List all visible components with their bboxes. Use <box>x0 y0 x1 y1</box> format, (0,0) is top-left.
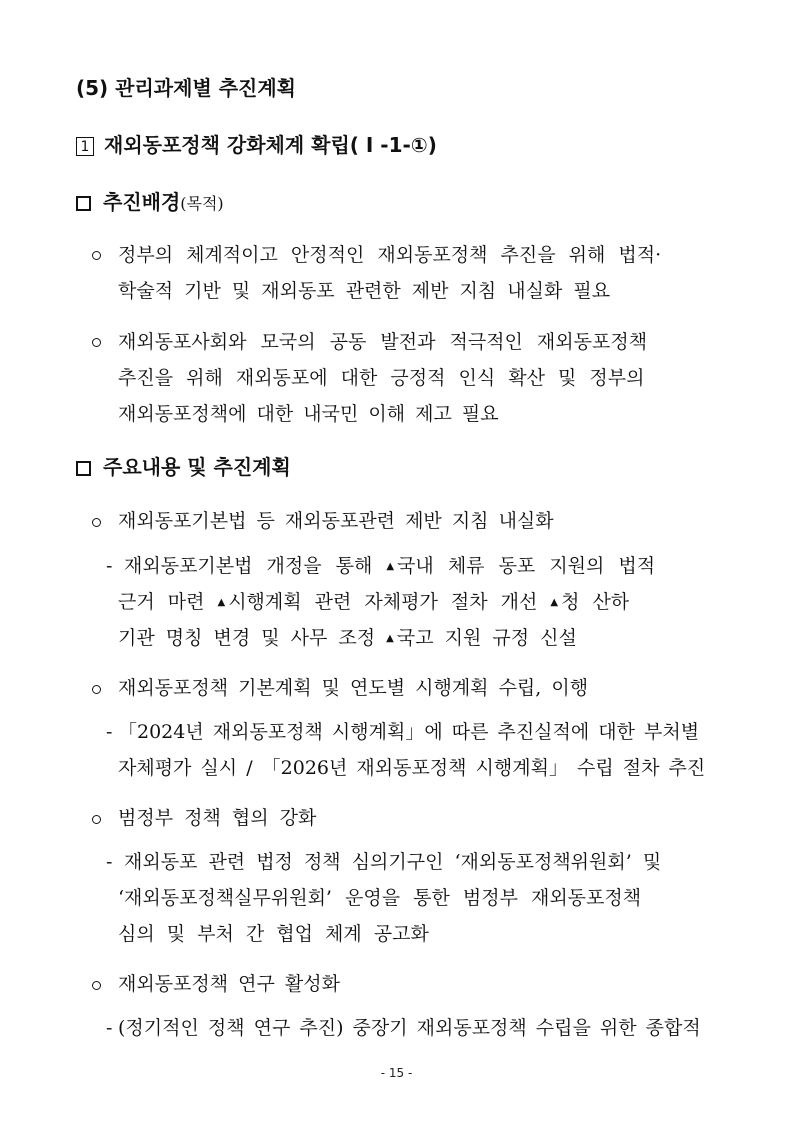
bullet-circle-icon <box>92 331 101 357</box>
triangle-icon: ▲ <box>386 561 395 572</box>
main-item-4-detail-line-1: (정기적인 정책 연구 추진) 중장기 재외동포정책 수립을 위한 종합적 <box>118 1017 701 1039</box>
main-item-1-detail-line-1: 재외동포기본법 개정을 통해 ▲ 국내 체류 동포 지원의 법적 <box>124 555 656 577</box>
triangle-icon: ▲ <box>550 597 559 608</box>
background-item-2-line-1: 재외동포사회와 모국의 공동 발전과 적극적인 재외동포정책 <box>118 331 648 353</box>
background-item-2-line-2: 추진을 위해 재외동포에 대한 긍정적 인식 확산 및 정부의 <box>118 367 645 389</box>
main-heading <box>76 454 291 480</box>
bullet-circle-icon <box>92 511 101 537</box>
dash-bullet: - <box>106 555 113 577</box>
main-item-2-text: 재외동포정책 기본계획 및 연도별 시행계획 수립, 이행 <box>118 677 589 699</box>
background-item-1-line-1: 정부의 체계적이고 안정적인 재외동포정책 추진을 위해 법적· <box>118 244 662 266</box>
main-item-1-detail-line-2: 근거 마련 ▲ 시행계획 관련 자체평가 절차 개선 ▲ 청 산하 <box>118 591 630 613</box>
bullet-circle-icon <box>92 808 101 834</box>
bullet-circle-icon <box>92 678 101 704</box>
section-title: (5) 관리과제별 추진계획 <box>76 76 297 100</box>
task-heading <box>76 132 437 158</box>
background-item-2-line-3: 재외동포정책에 대한 내국민 이해 제고 필요 <box>118 403 499 425</box>
background-heading-sub: (목적) <box>180 194 224 213</box>
triangle-icon: ▲ <box>386 633 394 644</box>
background-heading <box>76 189 224 217</box>
dash-bullet: - <box>106 721 113 743</box>
main-item-3-text: 범정부 정책 협의 강화 <box>118 807 317 829</box>
page-number: - 15 - <box>380 1066 413 1080</box>
task-title: 재외동포정책 강화체계 확립( I -1-①) <box>104 133 437 157</box>
dash-bullet: - <box>106 851 113 873</box>
bullet-circle-icon <box>92 974 101 1000</box>
main-item-4-text: 재외동포정책 연구 활성화 <box>118 973 340 995</box>
main-item-1-text: 재외동포기본법 등 재외동포관련 제반 지침 내실화 <box>118 510 554 532</box>
main-item-3-detail-line-3: 심의 및 부처 간 협업 체계 공고화 <box>118 923 429 945</box>
background-item-1-line-2: 학술적 기반 및 재외동포 관련한 제반 지침 내실화 필요 <box>118 280 611 302</box>
task-number-box-icon: 1 <box>76 137 94 156</box>
main-heading-label: 주요내용 및 추진계획 <box>103 455 291 479</box>
main-item-3-detail-line-1: 재외동포 관련 법정 정책 심의기구인 ‘재외동포정책위원회’ 및 <box>124 851 662 873</box>
checkbox-square-icon <box>76 461 91 476</box>
main-item-2-detail-line-1: 「2024년 재외동포정책 시행계획」에 따른 추진실적에 대한 부처별 <box>118 721 700 743</box>
triangle-icon: ▲ <box>217 597 226 608</box>
dash-bullet: - <box>106 1017 113 1039</box>
background-heading-label: 추진배경 <box>103 190 181 214</box>
bullet-circle-icon <box>92 244 101 270</box>
checkbox-square-icon <box>76 196 91 211</box>
main-item-1-detail-line-3: 기관 명칭 변경 및 사무 조정 ▲ 국고 지원 규정 신설 <box>118 627 577 649</box>
main-item-2-detail-line-2: 자체평가 실시 / 「2026년 재외동포정책 시행계획」 수립 절차 추진 <box>118 757 706 779</box>
main-item-3-detail-line-2: ‘재외동포정책실무위원회’ 운영을 통한 범정부 재외동포정책 <box>118 887 642 909</box>
